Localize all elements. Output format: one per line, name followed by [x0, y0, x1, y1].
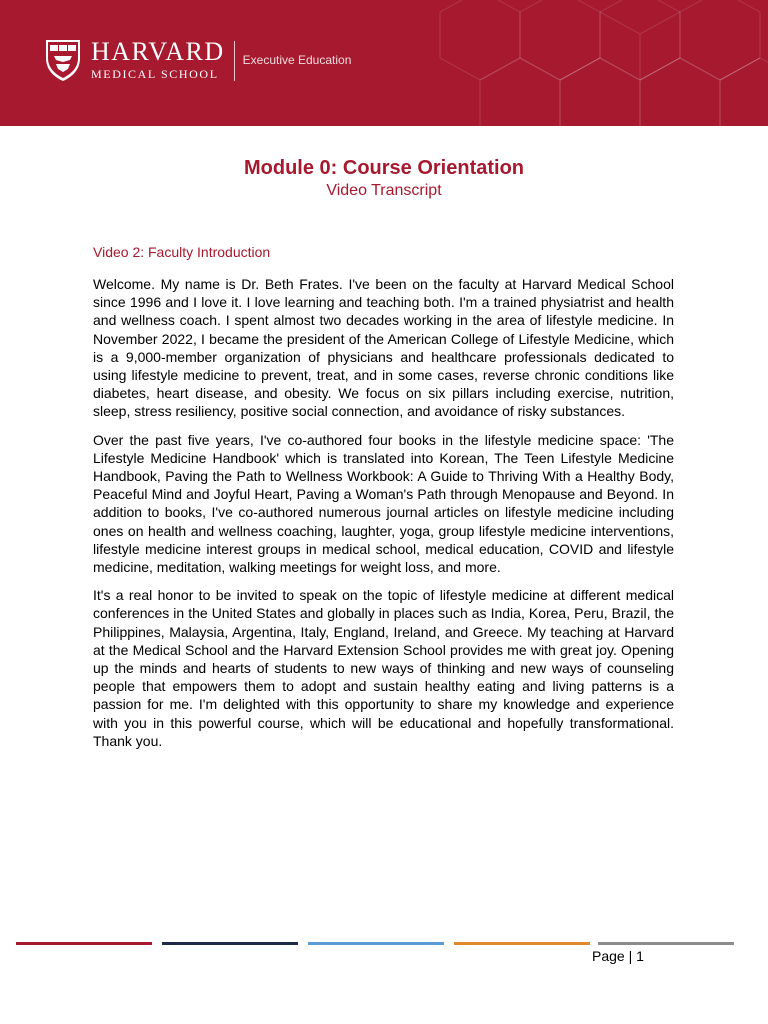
footer-rule-orange [454, 942, 590, 945]
section-heading: Video 2: Faculty Introduction [93, 244, 271, 260]
transcript-paragraph: Welcome. My name is Dr. Beth Frates. I've been on the faculty at Harvard Medical School since 1996 and I love it. I love learning and teaching both. I'm a trained physiatrist and health and wellness coach. I spent almost two decades working in the area of lifestyle medicine. In November 2022, I became the president of the American College of Lifestyle Medicine, which is a 9,000-member organization of physicians and healthcare professionals dedicated to using lifestyle medicine to prevent, treat, and in some cases, reverse chronic conditions like diabetes, heart disease, and obesity. We focus on six pillars including exercise, nutrition, sleep, stress resiliency, positive social connection, and avoidance of risky substances. [93, 276, 674, 420]
logo-divider [234, 41, 235, 81]
footer-rule-gray [598, 942, 734, 945]
division-label: Executive Education [242, 53, 352, 67]
harvard-shield-icon [44, 38, 82, 82]
page-number: Page | 1 [592, 948, 644, 964]
document-title: Module 0: Course Orientation [243, 157, 525, 179]
transcript-paragraph: Over the past five years, I've co-authored four books in the lifestyle medicine space: 'The Lifestyle Medicine Handbook' which is translated into Korean, The Teen Lifestyle Medicine Handbook, Paving the Path to Wellness Workbook: A Guide to Thriving With a Healthy Body, Peaceful Mind and Joyful Heart, Paving a Woman's Path through Menopause and Beyond. In addition to books, I've co-authored numerous journal articles on lifestyle medicine including ones on health and wellness coaching, laughter, yoga, group lifestyle medicine interventions, lifestyle medicine interest groups in medical school, medical education, COVID and lifestyle medicine, meditation, walking meetings for weight loss, and more. [93, 431, 674, 576]
document-subtitle: Video Transcript [326, 182, 442, 199]
harvard-medical-school-logo [44, 38, 351, 84]
footer-rule-blue [308, 942, 444, 945]
footer-rule-navy [162, 942, 298, 945]
transcript-paragraph: It's a real honor to be invited to speak on the topic of lifestyle medicine at different medical conferences in the United States and globally in places such as India, Korea, Peru, Brazil, the Philippines, Malaysia, Argentina, Italy, England, Ireland, and Greece. My teaching at Harvard at the Medical School and the Harvard Extension School provides me with great joy. Opening up the minds and hearts of students to new ways of thinking and new ways of counseling people that empowers them to adopt and sustain healthy eating and living patterns is a passion for me. I'm delighted with this opportunity to share my knowledge and experience with you in this powerful course, which will be educational and hopefully transformational. Thank you. [93, 587, 674, 749]
logo-subtitle: MEDICAL SCHOOL [91, 67, 219, 81]
footer-rule-red [16, 942, 152, 945]
header-banner [0, 0, 768, 126]
logo-name: HARVARD [91, 37, 225, 66]
logo-wordmark [91, 38, 225, 81]
transcript-body [93, 275, 674, 760]
